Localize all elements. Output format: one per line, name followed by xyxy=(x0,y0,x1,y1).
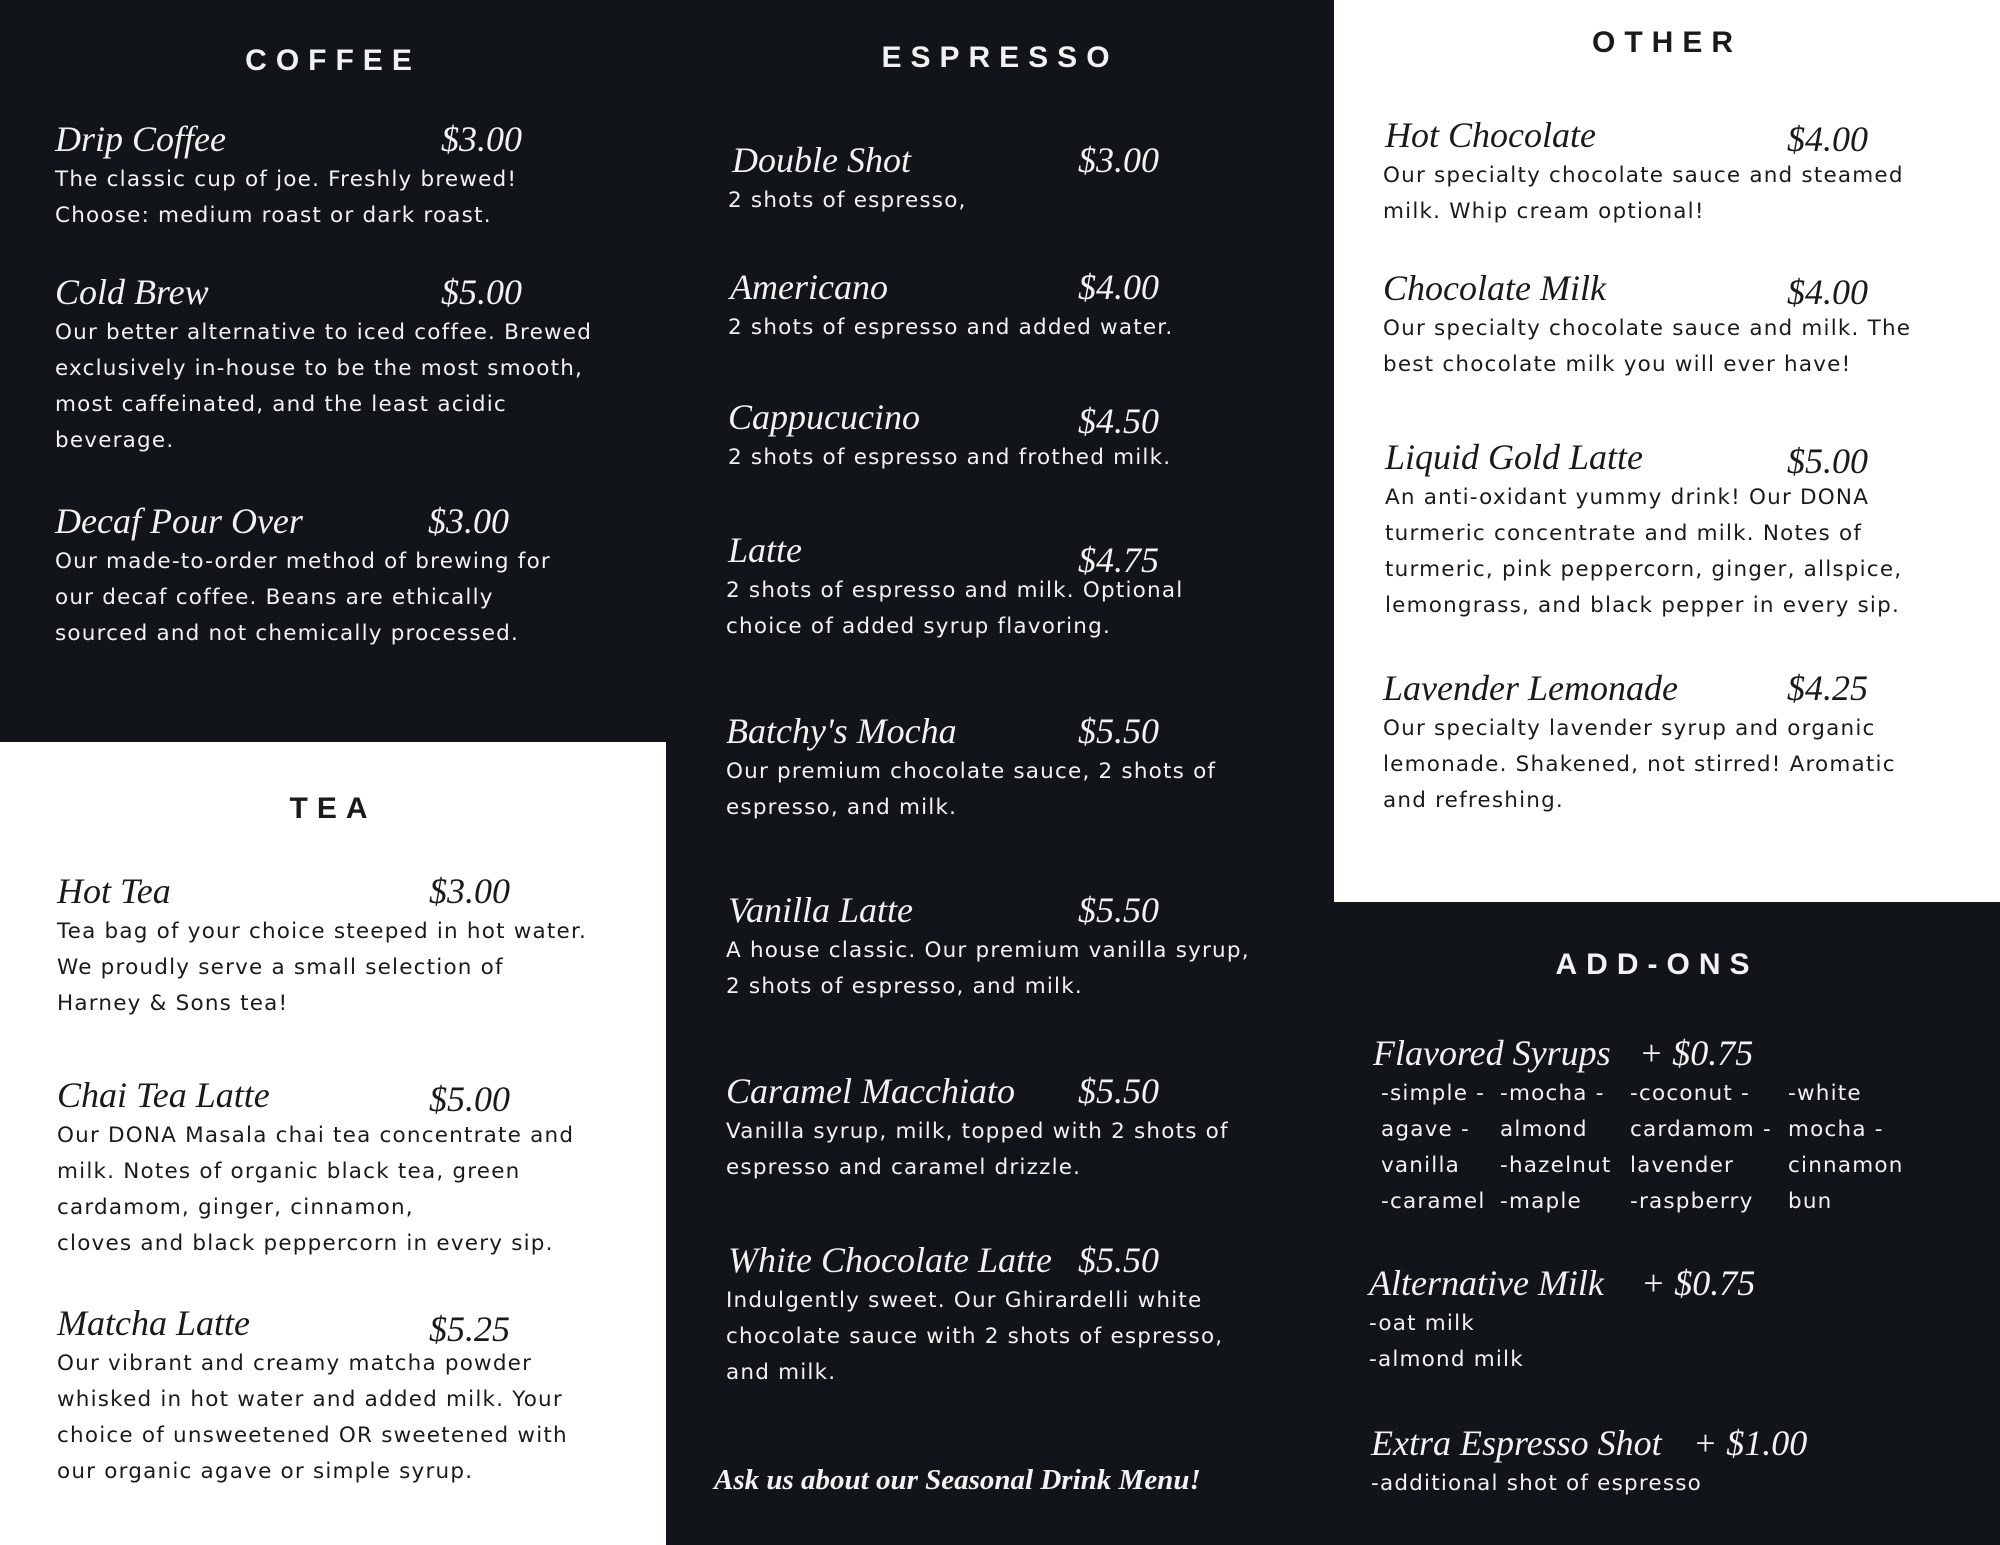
item-description: Our premium chocolate sauce, 2 shots of espresso, and milk. xyxy=(726,759,1217,820)
espresso-section xyxy=(666,0,1334,1545)
menu-item xyxy=(724,266,1324,346)
item-price: $3.00 xyxy=(429,871,510,911)
item-price: $5.50 xyxy=(1078,890,1159,930)
item-description: Our made-to-order method of brewing for our decaf coffee. Beans are ethically sourced and not chemically processed. xyxy=(55,549,551,646)
item-price: $5.50 xyxy=(1078,1071,1159,1111)
item-name: Drip Coffee xyxy=(55,119,226,159)
addon-syrups xyxy=(1373,1032,1993,1224)
item-price: $4.00 xyxy=(1787,272,1868,312)
item-price: $5.50 xyxy=(1078,1240,1159,1280)
menu-item xyxy=(724,1070,1324,1186)
item-price: $4.00 xyxy=(1078,267,1159,307)
addon-milk xyxy=(1369,1262,1989,1378)
item-name: Matcha Latte xyxy=(57,1303,250,1343)
item-price: $5.50 xyxy=(1078,711,1159,751)
item-description: Indulgently sweet. Our Ghirardelli white chocolate sauce with 2 shots of espresso, and milk. xyxy=(726,1288,1224,1385)
item-name: Cappucucino xyxy=(728,397,920,437)
item-description: Our vibrant and creamy matcha powder whisked in hot water and added milk. Your choice of unsweetened OR sweetened with our organic agave or simple syrup. xyxy=(57,1351,568,1484)
menu-item xyxy=(57,1302,647,1490)
menu-item xyxy=(724,710,1324,826)
espresso-title: ESPRESSO xyxy=(881,41,1119,74)
other-section xyxy=(1334,0,2000,902)
seasonal-menu-note: Ask us about our Seasonal Drink Menu! xyxy=(714,1464,1201,1496)
menu-item xyxy=(57,1074,647,1262)
tea-title: TEA xyxy=(289,792,377,825)
item-name: Double Shot xyxy=(732,140,911,180)
menu-item xyxy=(724,139,1324,219)
menu-item xyxy=(55,500,645,652)
syrup-column: -coconut - cardamom - lavender -raspberry xyxy=(1630,1081,1772,1214)
item-name: Chocolate Milk xyxy=(1383,268,1606,308)
addons-title: ADD-ONS xyxy=(1555,948,1759,981)
item-description: -additional shot of espresso xyxy=(1371,1471,1702,1496)
item-description: Our better alternative to iced coffee. Brewed exclusively in-house to be the most smooth, most caffeinated, and the least acidic beverage. xyxy=(55,320,593,453)
other-title: OTHER xyxy=(1592,26,1742,59)
item-price: + $0.75 xyxy=(1641,1263,1756,1303)
item-price: $5.00 xyxy=(441,272,522,312)
item-price: $4.00 xyxy=(1787,119,1868,159)
menu-item xyxy=(724,1239,1324,1391)
item-description: An anti-oxidant yummy drink! Our DONA turmeric concentrate and milk. Notes of turmeric, pink peppercorn, ginger, allspice, lemongrass, and black pepper in every sip. xyxy=(1385,485,1903,618)
addons-section xyxy=(1334,902,2000,1545)
addon-espresso-shot xyxy=(1371,1422,1991,1502)
menu-item xyxy=(1383,436,1983,624)
item-price: $5.00 xyxy=(429,1079,510,1119)
syrup-column: -white mocha - cinnamon bun xyxy=(1788,1081,1904,1214)
item-description: 2 shots of espresso and added water. xyxy=(728,315,1174,340)
item-price: + $0.75 xyxy=(1639,1033,1754,1073)
item-name: Decaf Pour Over xyxy=(55,501,303,541)
item-price: + $1.00 xyxy=(1693,1423,1808,1463)
item-price: $3.00 xyxy=(1078,140,1159,180)
item-price: $4.25 xyxy=(1787,668,1868,708)
item-price: $4.75 xyxy=(1078,540,1159,580)
item-name: Hot Chocolate xyxy=(1385,115,1596,155)
item-name: Caramel Macchiato xyxy=(726,1071,1015,1111)
item-description: The classic cup of joe. Freshly brewed! Choose: medium roast or dark roast. xyxy=(55,167,518,228)
item-name: Hot Tea xyxy=(57,871,171,911)
item-description: Our DONA Masala chai tea concentrate and milk. Notes of organic black tea, green cardamom, ginger, cinnamon, cloves and black peppercorn in every sip. xyxy=(57,1123,575,1256)
item-name: Lavender Lemonade xyxy=(1383,668,1678,708)
coffee-section xyxy=(0,0,666,742)
item-name: Flavored Syrups xyxy=(1373,1033,1611,1073)
syrup-options xyxy=(1373,1076,1993,1224)
item-price: $5.00 xyxy=(1787,441,1868,481)
item-name: Chai Tea Latte xyxy=(57,1075,270,1115)
item-price: $4.50 xyxy=(1078,401,1159,441)
item-name: Liquid Gold Latte xyxy=(1385,437,1644,477)
menu-item xyxy=(724,889,1324,1005)
item-description: A house classic. Our premium vanilla syrup, 2 shots of espresso, and milk. xyxy=(726,938,1250,999)
item-name: White Chocolate Latte xyxy=(728,1240,1052,1280)
item-price: $3.00 xyxy=(428,501,509,541)
item-name: Extra Espresso Shot xyxy=(1371,1423,1662,1463)
item-description: -oat milk -almond milk xyxy=(1369,1311,1524,1372)
item-name: Vanilla Latte xyxy=(728,890,914,930)
item-price: $3.00 xyxy=(441,119,522,159)
menu-item xyxy=(724,396,1324,476)
item-name: Latte xyxy=(728,530,803,570)
item-name: Cold Brew xyxy=(55,272,209,312)
menu-item xyxy=(1383,667,1983,819)
item-name: Americano xyxy=(730,267,888,307)
item-price: $5.25 xyxy=(429,1309,510,1349)
menu-item xyxy=(55,271,645,459)
item-description: Our specialty chocolate sauce and steamed milk. Whip cream optional! xyxy=(1383,163,1904,224)
item-description: Our specialty lavender syrup and organic lemonade. Shakened, not stirred! Aromatic and refreshing. xyxy=(1383,716,1896,813)
syrup-column: -simple - agave - vanilla -caramel xyxy=(1381,1081,1486,1214)
item-description: 2 shots of espresso, xyxy=(728,188,967,213)
menu-item xyxy=(724,529,1324,645)
item-description: Vanilla syrup, milk, topped with 2 shots of espresso and caramel drizzle. xyxy=(726,1119,1229,1180)
item-name: Alternative Milk xyxy=(1369,1263,1604,1303)
menu-item xyxy=(55,118,645,234)
item-description: 2 shots of espresso and milk. Optional choice of added syrup flavoring. xyxy=(726,578,1184,639)
item-description: Our specialty chocolate sauce and milk. The best chocolate milk you will ever have! xyxy=(1383,316,1912,377)
tea-section xyxy=(0,742,666,1545)
syrup-column: -mocha - almond -hazelnut -maple xyxy=(1500,1081,1612,1214)
coffee-title: COFFEE xyxy=(245,44,421,77)
item-description: Tea bag of your choice steeped in hot water. We proudly serve a small selection of Harney & Sons tea! xyxy=(57,919,588,1016)
item-description: 2 shots of espresso and frothed milk. xyxy=(728,445,1172,470)
menu-item xyxy=(57,870,647,1022)
item-name: Batchy's Mocha xyxy=(726,711,957,751)
menu-item xyxy=(1383,267,1983,383)
menu-item xyxy=(1383,114,1983,230)
